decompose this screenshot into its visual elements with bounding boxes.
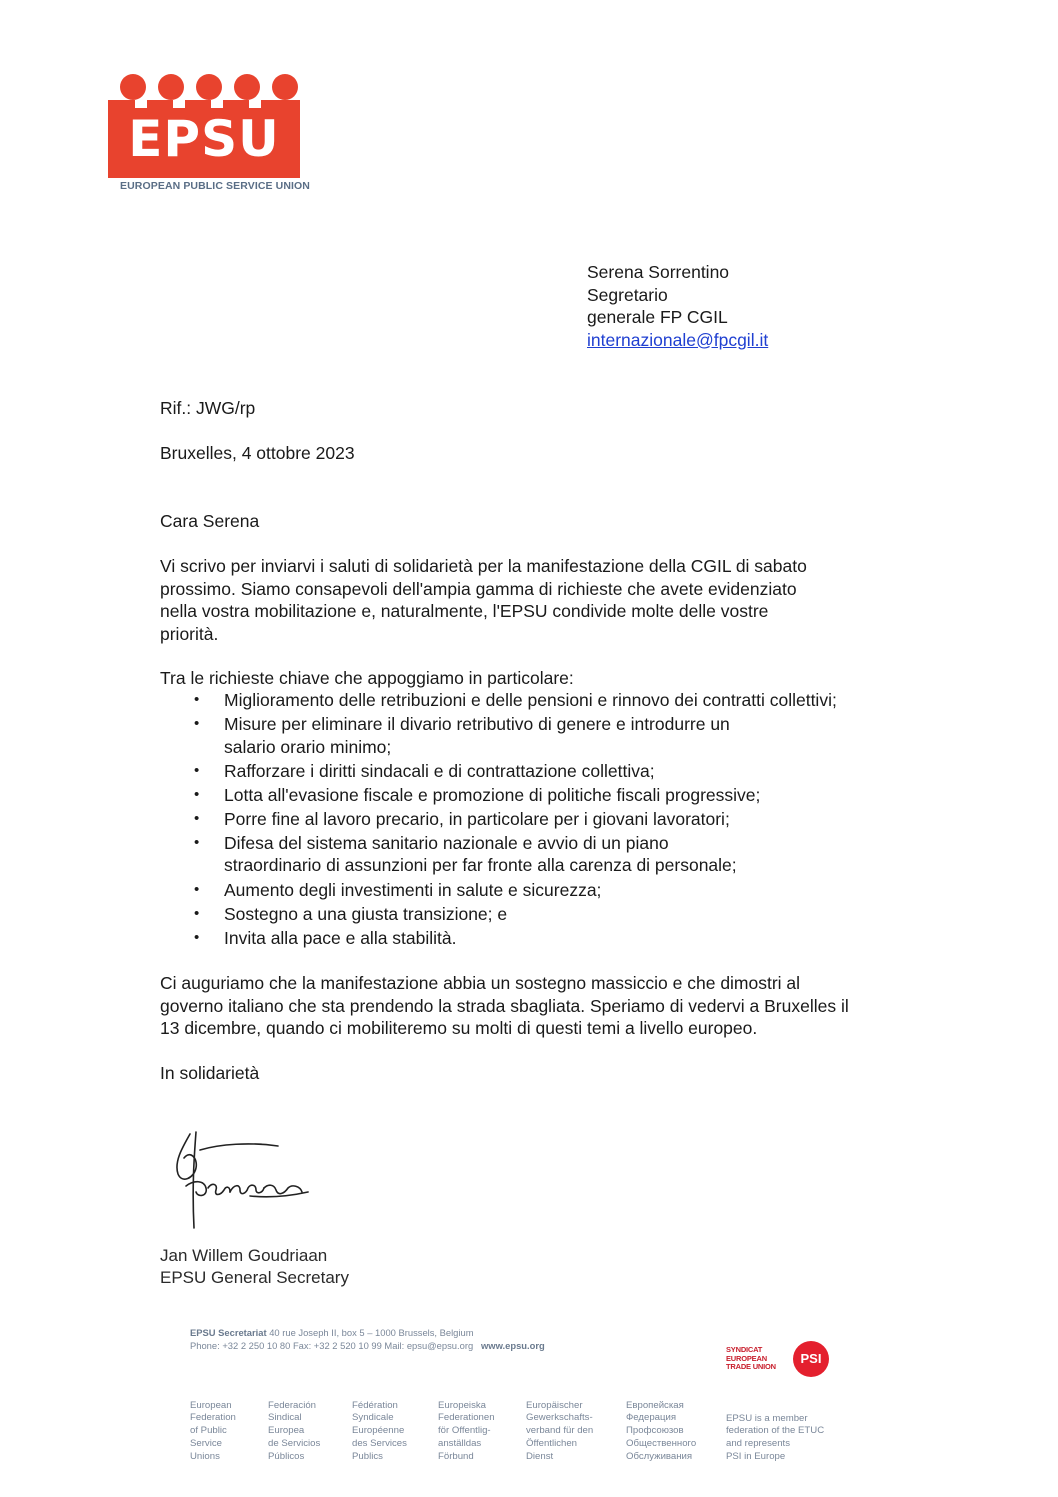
footer-contact-line: Phone: +32 2 250 10 80 Fax: +32 2 520 10 99 Mail: epsu@epsu.org	[190, 1340, 474, 1351]
footer-contact	[190, 1326, 545, 1352]
footer-column-ru: Европейская Федерация Профсоюзов Общественного Обслуживания	[626, 1399, 697, 1462]
paragraph-line: nella vostra mobilitazione e, naturalmente, l'EPSU condivide molte delle vostre	[160, 601, 769, 621]
paragraph-line: 13 dicembre, quando ci mobiliteremo su molti di questi temi a livello europeo.	[160, 1018, 758, 1038]
recipient-name: Serena Sorrentino	[587, 262, 730, 282]
paragraph-2	[160, 972, 849, 1040]
paragraph-line: prossimo. Siamo consapevoli dell'ampia gamma di richieste che avete evidenziato	[160, 578, 797, 599]
etuc-logo: SYNDICAT EUROPEAN TRADE UNION	[726, 1345, 776, 1371]
list-item: • Lotta all'evasione fiscale e promozione di politiche fiscali progressive;	[160, 784, 940, 807]
closing: In solidarietà	[160, 1063, 260, 1083]
paragraph-line: governo italiano che sta prendendo la strada sbagliata. Speriamo di vedervi a Bruxelles il	[160, 995, 849, 1016]
footer-column-fr: Fédération Syndicale Européenne des Services Publics	[352, 1399, 407, 1462]
signatory-role: EPSU General Secretary	[160, 1268, 349, 1287]
footer-column-de: Europäischer Gewerkschafts- verband für den Öffentlichen Dienst	[526, 1399, 594, 1462]
list-item: • Miglioramento delle retribuzioni e delle pensioni e rinnovo dei contratti collettivi;	[160, 689, 940, 712]
footer-column-es: Federación Sindical Europea de Servicios Públicos	[268, 1399, 321, 1462]
footer-column-member: EPSU is a member federation of the ETUC and represents PSI in Europe	[726, 1412, 825, 1462]
list-item: • Rafforzare i diritti sindacali e di contrattazione collettiva;	[160, 760, 940, 783]
paragraph-line: priorità.	[160, 623, 219, 644]
list-item: • Misure per eliminare il divario retributivo di genere e introdurre un salario orario minimo;	[160, 713, 940, 758]
demands-list	[160, 689, 940, 951]
logo-text: EPSU	[128, 110, 280, 168]
footer-column-en: European Federation of Public Service Unions	[190, 1399, 236, 1462]
list-item: • Aumento degli investimenti in salute e sicurezza;	[160, 879, 940, 902]
reference: Rif.: JWG/rp	[160, 398, 256, 418]
salutation: Cara Serena	[160, 511, 260, 531]
list-item: • Sostegno a una giusta transizione; e	[160, 903, 940, 926]
footer-website[interactable]: www.epsu.org	[481, 1340, 545, 1351]
footer-address: 40 rue Joseph II, box 5 – 1000 Brussels, Belgium	[269, 1327, 474, 1338]
list-intro: Tra le richieste chiave che appoggiamo in particolare:	[160, 668, 574, 688]
list-item: • Invita alla pace e alla stabilità.	[160, 927, 940, 950]
list-item: • Difesa del sistema sanitario nazionale e avvio di un piano straordinario di assunzioni per far fronte alla carenza di personale;	[160, 832, 940, 877]
footer-secretariat-label: EPSU Secretariat	[190, 1327, 267, 1338]
signatory-name: Jan Willem Goudriaan	[160, 1246, 328, 1265]
signatory-block	[160, 1245, 349, 1289]
date-line: Bruxelles, 4 ottobre 2023	[160, 443, 355, 463]
list-item: • Porre fine al lavoro precario, in particolare per i giovani lavoratori;	[160, 808, 940, 831]
paragraph-line: Vi scrivo per inviarvi i saluti di solidarietà per la manifestazione della CGIL di sabato	[160, 556, 807, 576]
logo-subtitle: EUROPEAN PUBLIC SERVICE UNION	[120, 180, 310, 192]
psi-logo: PSI	[793, 1341, 829, 1377]
footer-column-sv: Europeiska Federationen för Offentlig- anställdas Förbund	[438, 1399, 495, 1462]
paragraph-line: Ci auguriamo che la manifestazione abbia un sostegno massiccio e che dimostri al	[160, 973, 801, 993]
recipient-title-2: generale FP CGIL	[587, 307, 728, 327]
epsu-logo	[108, 74, 310, 192]
recipient-title-1: Segretario	[587, 284, 668, 305]
handwritten-signature	[160, 1128, 320, 1238]
recipient-block	[587, 261, 768, 351]
recipient-email-link[interactable]: internazionale@fpcgil.it	[587, 329, 769, 350]
paragraph-1	[160, 555, 807, 645]
